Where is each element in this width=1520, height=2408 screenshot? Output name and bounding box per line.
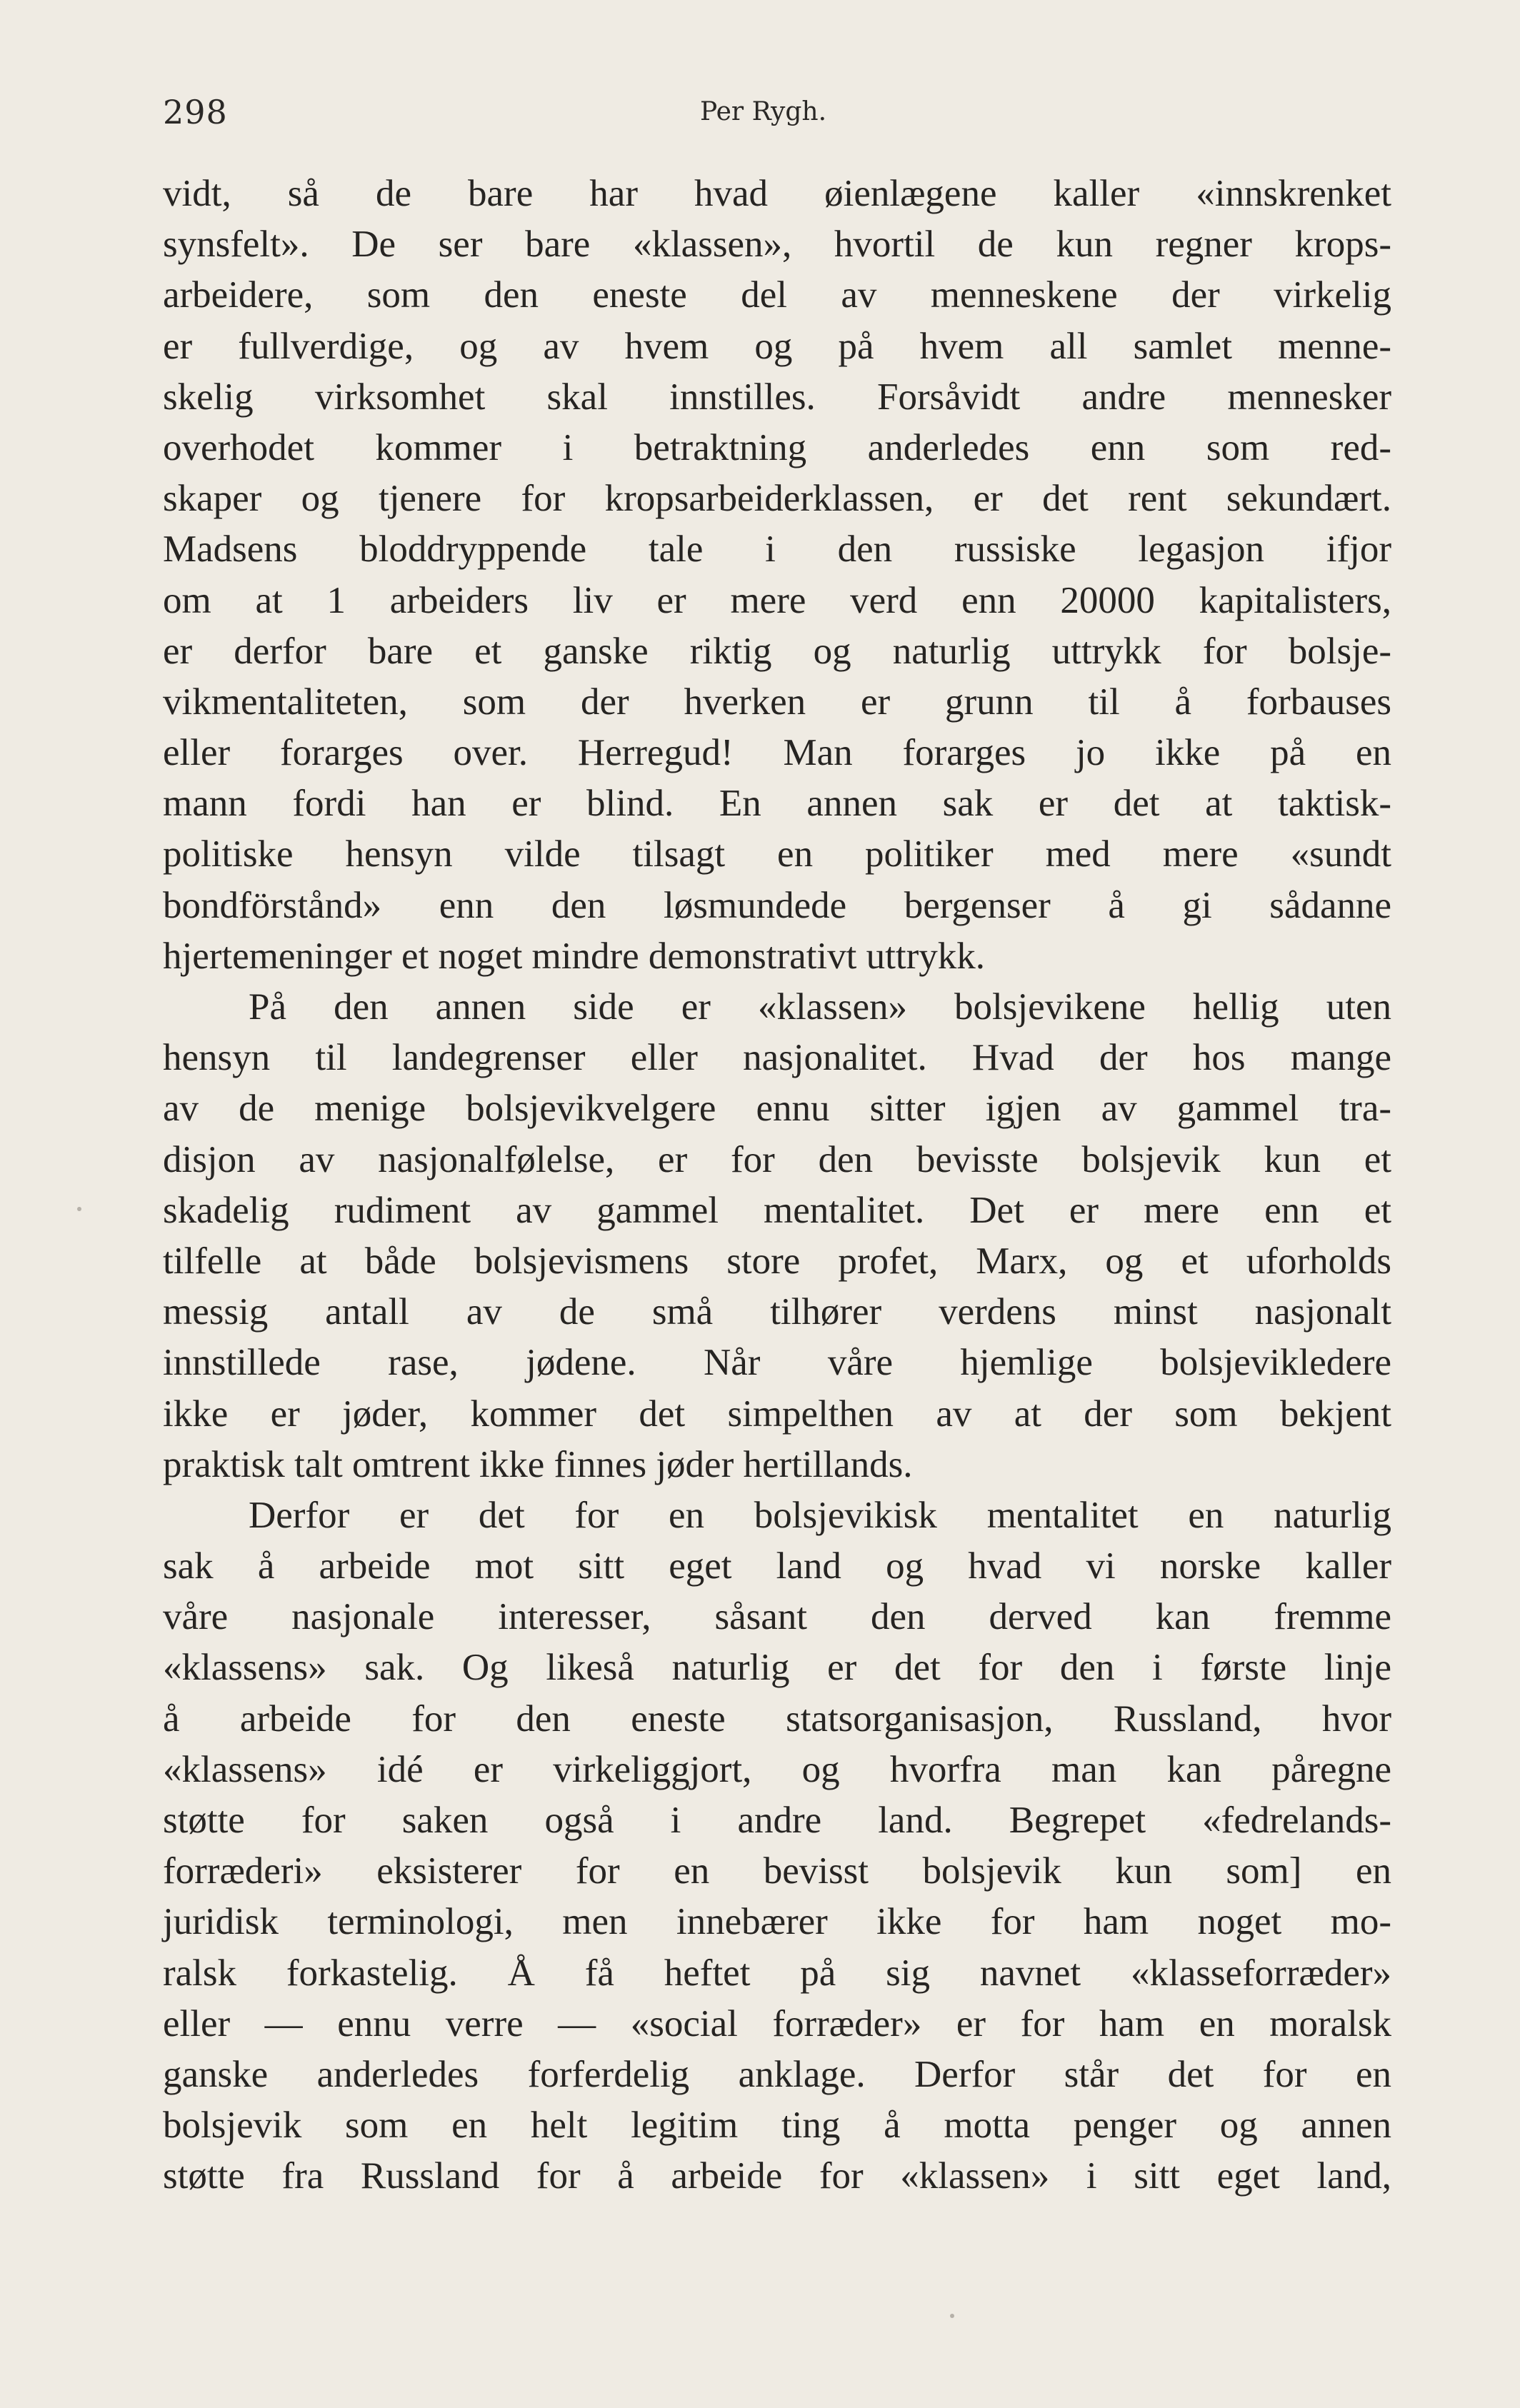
text-line: Derfor er det for en bolsjevikisk mentalitet en naturlig xyxy=(249,1494,1391,1536)
text-line: skaper og tjenere for kropsarbeiderklassen, er det rent sekundært. xyxy=(163,478,1391,520)
body-text xyxy=(163,169,1391,2202)
text-line: «klassens» idé er virkeliggjort, og hvorfra man kan påregne xyxy=(163,1748,1391,1790)
text-line: synsfelt». De ser bare «klassen», hvortil de kun regner krops- xyxy=(163,224,1391,266)
text-line: praktisk talt omtrent ikke finnes jøder hertillands. xyxy=(163,1443,913,1485)
text-line: Madsens bloddryppende tale i den russiske legasjon ifjor xyxy=(163,528,1391,571)
text-line: eller forarges over. Herregud! Man forarges jo ikke på en xyxy=(163,732,1391,774)
text-line: politiske hensyn vilde tilsagt en politiker med mere «sundt xyxy=(163,833,1391,876)
text-line: overhodet kommer i betraktning anderledes enn som red- xyxy=(163,426,1391,468)
text-line: hensyn til landegrenser eller nasjonalitet. Hvad der hos mange xyxy=(163,1037,1391,1079)
text-line: ganske anderledes forferdelig anklage. Derfor står det for en xyxy=(163,2053,1391,2095)
text-line: bolsjevik som en helt legitim ting å motta penger og annen xyxy=(163,2105,1391,2147)
text-line: er derfor bare et ganske riktig og naturlig uttrykk for bolsje- xyxy=(163,630,1391,672)
paper-speck xyxy=(77,1207,81,1211)
text-line: støtte for saken også i andre land. Begrepet «fedrelands- xyxy=(163,1800,1391,1841)
text-line: skadelig rudiment av gammel mentalitet. Det er mere enn et xyxy=(163,1189,1391,1231)
text-line: ralsk forkastelig. Å få heftet på sig navnet «klasseforræder» xyxy=(163,1952,1391,1994)
text-line: om at 1 arbeiders liv er mere verd enn 20000 kapitalisters, xyxy=(163,579,1391,621)
paper-speck xyxy=(950,2314,954,2318)
text-line: messig antall av de små tilhører verdens minst nasjonalt xyxy=(163,1291,1391,1333)
running-head xyxy=(163,93,1391,143)
text-line: støtte fra Russland for å arbeide for «klassen» i sitt eget land, xyxy=(163,2155,1391,2197)
text-line: bondförstånd» enn den løsmundede bergenser å gi sådanne xyxy=(163,884,1391,926)
text-line: arbeidere, som den eneste del av menneskene der virkelig xyxy=(163,274,1391,316)
text-line: å arbeide for den eneste statsorganisasjon, Russland, hvor xyxy=(163,1697,1391,1740)
text-line: vikmentaliteten, som der hverken er grunn til å forbauses xyxy=(163,681,1391,723)
text-line: hjertemeninger et noget mindre demonstrativt uttrykk. xyxy=(163,935,985,977)
running-title: Per Rygh. xyxy=(700,97,827,126)
text-line: juridisk terminologi, men innebærer ikke for ham noget mo- xyxy=(163,1901,1391,1943)
text-line: ikke er jøder, kommer det simpelthen av at der som bekjent xyxy=(163,1393,1391,1435)
text-line: skelig virksomhet skal innstilles. Forsåvidt andre mennesker xyxy=(163,376,1391,418)
text-line: På den annen side er «klassen» bolsjevikene hellig uten xyxy=(249,986,1391,1028)
text-line: mann fordi han er blind. En annen sak er det at taktisk- xyxy=(163,783,1391,825)
text-line: disjon av nasjonalfølelse, er for den bevisste bolsjevik kun et xyxy=(163,1138,1391,1180)
text-line: er fullverdige, og av hvem og på hvem all samlet menne- xyxy=(163,325,1391,367)
text-line: forræderi» eksisterer for en bevisst bolsjevik kun som] en xyxy=(163,1850,1391,1892)
text-line: tilfelle at både bolsjevismens store profet, Marx, og et uforholds xyxy=(163,1240,1391,1282)
text-line: våre nasjonale interesser, såsant den derved kan fremme xyxy=(163,1596,1391,1638)
text-line: «klassens» sak. Og likeså naturlig er det for den i første linje xyxy=(163,1647,1391,1689)
text-line: eller — ennu verre — «social forræder» er for ham en moralsk xyxy=(163,2002,1391,2045)
text-line: sak å arbeide mot sitt eget land og hvad vi norske kaller xyxy=(163,1545,1391,1587)
text-line: innstillede rase, jødene. Når våre hjemlige bolsjevikledere xyxy=(163,1342,1391,1384)
page-number: 298 xyxy=(163,93,228,131)
text-line: av de menige bolsjevikvelgere ennu sitter igjen av gammel tra- xyxy=(163,1088,1391,1130)
text-line: vidt, så de bare har hvad øienlægene kaller «innskrenket xyxy=(163,173,1391,214)
